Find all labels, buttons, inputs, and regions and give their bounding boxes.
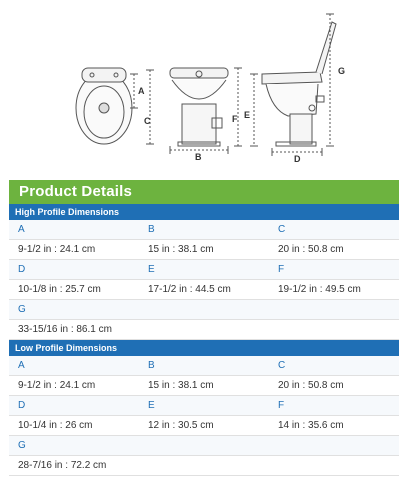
dimension-value: 10-1/4 in : 26 cm [18, 420, 93, 431]
table-row [9, 220, 399, 240]
low-profile-table [9, 356, 399, 476]
dim-label-g: G [338, 66, 346, 76]
dimension-letter: E [148, 264, 155, 275]
table-row [9, 260, 399, 280]
dim-label-d: D [294, 154, 301, 164]
dimension-letter: C [278, 224, 286, 235]
dimension-letter: G [18, 440, 26, 451]
dimension-letter: B [148, 360, 155, 371]
high-profile-table [9, 220, 399, 340]
dimension-letter: C [278, 360, 286, 371]
side-view-drawing [262, 22, 336, 146]
dim-label-e: E [244, 110, 251, 120]
table-row [9, 280, 399, 300]
high-profile-heading: High Profile Dimensions [9, 204, 399, 220]
dimension-value: 15 in : 38.1 cm [148, 244, 214, 255]
dimension-letter: E [148, 400, 155, 411]
dim-label-b: B [195, 152, 202, 162]
dim-label-a: A [138, 86, 145, 96]
dimension-value: 20 in : 50.8 cm [278, 244, 344, 255]
table-row [9, 376, 399, 396]
dimension-letter: F [278, 400, 285, 411]
dimension-value: 20 in : 50.8 cm [278, 380, 344, 391]
dimension-letter: F [278, 264, 285, 275]
dimension-value: 17-1/2 in : 44.5 cm [148, 284, 231, 295]
dimension-letter: A [18, 224, 25, 235]
toilet-dimension-diagram [0, 0, 408, 172]
table-row [9, 456, 399, 476]
low-profile-heading: Low Profile Dimensions [9, 340, 399, 356]
top-view-drawing [76, 68, 132, 144]
dimension-letter: D [18, 400, 26, 411]
table-row [9, 416, 399, 436]
dimension-letter: G [18, 304, 26, 315]
dimension-letter: A [18, 360, 25, 371]
table-row [9, 320, 399, 340]
table-row [9, 240, 399, 260]
table-row [9, 436, 399, 456]
table-row [9, 300, 399, 320]
table-row [9, 396, 399, 416]
dimension-value: 10-1/8 in : 25.7 cm [18, 284, 101, 295]
dim-label-f: F [232, 114, 238, 124]
dimension-value: 19-1/2 in : 49.5 cm [278, 284, 361, 295]
dimension-value: 28-7/16 in : 72.2 cm [18, 460, 107, 471]
dimension-value: 33-15/16 in : 86.1 cm [18, 324, 112, 335]
dimension-value: 9-1/2 in : 24.1 cm [18, 380, 96, 391]
dim-label-c: C [144, 116, 151, 126]
dimension-value: 12 in : 30.5 cm [148, 420, 214, 431]
dimension-letter: D [18, 264, 26, 275]
dimension-letter: B [148, 224, 155, 235]
product-details-panel [9, 180, 399, 476]
dimension-value: 9-1/2 in : 24.1 cm [18, 244, 96, 255]
product-details-title: Product Details [9, 180, 399, 204]
toilet-drawings [0, 0, 408, 172]
front-view-drawing [170, 68, 228, 146]
dimension-value: 15 in : 38.1 cm [148, 380, 214, 391]
table-row [9, 356, 399, 376]
dimension-value: 14 in : 35.6 cm [278, 420, 344, 431]
